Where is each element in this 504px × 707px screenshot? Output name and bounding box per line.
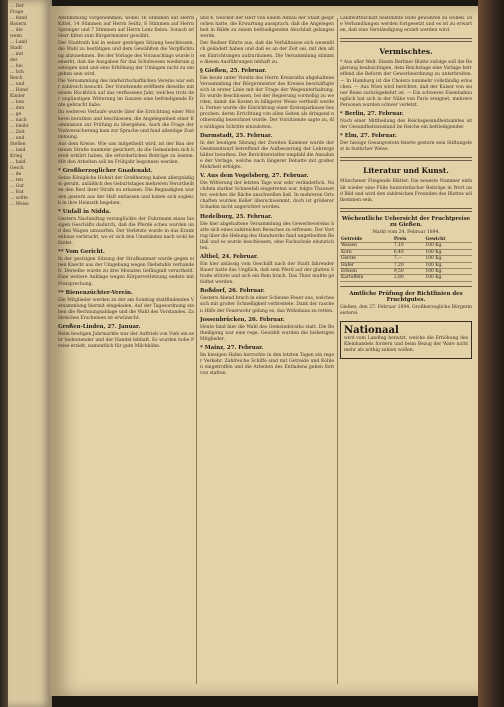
section-title: Altbel, 24. Februar. [200,254,259,260]
section-text: Münchener Fliegende Blätter. Die neueste Nummer enthält wieder eine Fülle humoristischer Beiträge in Wort und Bild und wird den zahlreichen Freunden des Blattes willkommen sein. [340,179,472,203]
table-cell: 7,10 [393,243,425,249]
table-cell: Hafer [340,262,393,268]
section-text: Ein hier anlässig vom Geschäft nach der Stadt fahrender Bauer hatte das Unglück, daß sein Pferd auf der glatten Straße stürzte und sich ein Bein brach. Das Thier mußte getödtet werden. [200,262,334,286]
section-text: Nach einer Mittheilung des Reichsgesundheitsamtes ist der Gesundheitszustand im Reiche ein befriedigender. [340,119,472,131]
section-heading-literatur: Literatur und Kunst. [363,166,449,176]
left-page-fragment: … Rat [10,190,24,195]
left-page-fragment: … de [10,172,22,177]
paragraph: Die Versammlung des landwirtschaftlichen Vereins war sehr zahlreich besucht. Der Vorsitzende eröffnete dieselbe mit einem Rückblick auf das verflossene Jahr, welches trotz der ungünstigen Witterung im Ganzen eine befriedigende Ernte gebracht habe. [58,78,194,109]
section-text: Gestern Abend brach in einer Scheune Feuer aus, welches sich mit großer Schnelligkeit verbreitete. Dank der raschen Hilfe der Feuerwehr gelang es, das Wohnhaus zu retten. [200,296,334,314]
column-2 [200,16,334,686]
advertisement [340,321,472,359]
section-title: ** Vom Gericht. [58,249,105,256]
column-header: Getreide [340,237,393,243]
section-title: § Gießen, 25. Februar. [200,67,267,74]
section-text: Die heute unter Vorsitz des Herrn Kreisraths abgehaltene Versammlung der Bürgermeister des Kreises beschäftigte sich in erster Linie mit der Frage der Wegeunterhaltung. Es wurde beschlossen, bei der Regierung vorstellig zu werden, damit die Kosten in billigerer Weise vertheilt werden. Ferner wurde die Einrichtung einer Kreissparkasse besprochen, deren Errichtung von allen Seiten als dringend nothwendig bezeichnet wurde. Der Vorsitzende sagte zu, die nöthigen Schritte einzuleiten. [200,75,334,130]
left-page-fragment: … land [10,148,26,153]
paragraph: Im weiteren Verlaufe wurde über die Errichtung einer Molkerei berathen und beschlossen, die Angelegenheit einer Kommission zur Prüfung zu übergeben. Auch die Frage der Viehversicherung kam zur Sprache und fand allseitige Zustimmung. [58,110,194,140]
left-page-fragment: … Weise [10,202,29,207]
left-page-fragment: … feind [10,16,28,21]
left-page-text [8,0,52,212]
section-title: * Unfall in Nidda. [58,208,111,215]
section-text: Die Mitglieder werden zu der am Sonntag stattfindenden Versammlung hiermit eingeladen. Auf der Tagesordnung stehen die Rechnungsablage und die Wahl des Vorstandes. Zahlreiches Erscheinen ist erwünscht. [58,297,194,321]
section-text: Gestern Nachmittag verunglückte der Fuhrmann eines hiesigen Geschäfts dadurch, daß die Pferde scheu wurden und den Wagen umwarfen. Der Verletzte wurde in das Krankenhaus verbracht, wo er sich den Umständen nach wohl befindet. [58,216,194,247]
left-page-fragment: … sollte [10,196,28,201]
market-heading: Wöchentliche Uebersicht der Fruchtpreise zu Gießen. [341,215,471,228]
table-cell: 100 Kg. [424,249,472,255]
left-page-fragment: … bleibt [10,124,29,129]
section-text: In der gestrigen Sitzung der Strafkammer wurde gegen einen Knecht aus der Umgebung wegen Diebstahls verhandelt. Derselbe wurde zu drei Monaten Gefängniß verurtheilt. Eine weitere Anklage wegen Körperverletzung endete mit Freisprechung. [58,257,194,287]
left-page-fragment: … Der [10,4,25,9]
left-page-fragment: der [10,58,18,63]
left-page-fragment: Bauern [10,22,27,27]
left-page-fragment: Frage [10,10,24,15]
section-heading-vermischtes: Vermischtes. [379,47,433,57]
table-cell: 2,80 [393,275,425,281]
left-page-fragment: … ten [10,178,23,183]
ad-text: wird vom Landtag benutzt, welche die Erhöhung des Kleinhandels fordern und beim Bezug der Ware nicht mehr als nöthig zahlen wollen. [344,335,468,354]
section-title: * Großherzoglicher Gnadenakt. [58,168,153,175]
column-header: Gewicht [424,237,472,243]
divider [340,286,472,287]
paragraph: und 4. welcher der Herr von einem Anbau der Stadt gesprochen hatte, die Erwartung aussprach, daß die Angelegenheit in Bälde zu einem befriedigenden Abschluß gelangen werde. [200,16,334,40]
table-cell: Weizen [340,243,393,249]
left-page-fragment: … und [10,136,25,141]
left-page-edge [8,0,52,707]
column-rule [196,18,197,684]
divider [340,38,472,42]
book-edge-right [478,0,504,707]
table-cell: Gerste [340,256,393,262]
column-header: Preis [393,237,425,243]
market-price-table [340,237,472,282]
section-title: Großen-Linden, 27. Januar. [58,324,141,331]
table-cell: 100 Kg. [424,243,472,249]
paragraph: Der Stadtrath hat in seiner gestrigen Sitzung beschlossen, die Wahl zu bestätigen und dem Gewählten die Verpflichtung abzunehmen. Bei der Vorlage des Voranschlags wurde bemerkt, daß die Ausgaben für das Schulwesen wiederum gestiegen sind und eine Erhöhung der Umlagen nicht zu umgehen sein wird. [58,41,194,77]
left-page-fragment: … den [10,106,25,111]
left-page-fragment: … die [10,28,23,33]
left-page-fragment: wenn [10,34,23,39]
table-cell: Erbsen [340,268,393,274]
table-cell: 100 Kg. [424,268,472,274]
divider [340,208,472,212]
table-cell: 100 Kg. [424,275,472,281]
column-3 [340,16,472,686]
left-page-fragment: Krieg [10,154,23,159]
table-cell: 100 Kg. [424,256,472,262]
left-page-fragment: … Gut [10,184,24,189]
section-title: Hedelburg, 25. Februar. [200,213,273,220]
section-text: Seine Königliche Hoheit der Großherzog haben allergnädigst geruht, anläßlich des Geburtstages mehreren Verurtheilten den Rest ihrer Strafe zu erlassen. Die Begnadigten wurden gestern aus der Haft entlassen und haben sich sogleich in ihre Heimath begeben. [58,176,194,206]
left-page-fragment: … ben [10,100,25,105]
section-text: * Aus aller Welt. Einem Berliner Blatte zufolge soll die Regierung beabsichtigen, dem Reichstage eine Vorlage betreffend die Reform der Gewerbeordnung zu unterbreiten. — In Hamburg ist die Cholera nunmehr vollständig erloschen. — Aus Wien wird berichtet, daß der Kaiser von seiner Reise zurückgekehrt ist. — Ein schweres Eisenbahnunglück hat sich in der Nähe von Paris ereignet; mehrere Personen wurden schwer verletzt. [340,60,472,108]
table-cell: Kartoffeln [340,275,393,281]
paragraph: Der Redner führte aus, daß die Verhältnisse sich wesentlich geändert haben und daß es an der Zeit sei, mit den alten Einrichtungen aufzuräumen. Die Versammlung stimmte diesen Ausführungen lebhaft zu. [200,41,334,65]
section-text: In der heutigen Sitzung der Zweiten Kammer wurde der Gesetzentwurf betreffend die Aufbesserung der Lehrergehälter berathen. Der Berichterstatter empfahl die Annahme der Vorlage, welche nach längerer Debatte mit großer Mehrheit erfolgte. [200,140,334,170]
left-page-fragment: … Zeit [10,130,25,135]
left-page-fragment: Stadt [10,46,22,51]
column-rule [337,18,338,684]
left-page-fragment: … Hand [10,88,28,93]
left-page-fragment: Kinder [10,94,26,99]
section-title: * Berlin, 27. Februar. [340,111,404,118]
table-cell: 7,20 [393,262,425,268]
section-title: * Elm, 27. Februar. [340,133,397,140]
left-page-fragment: … ge [10,112,22,117]
section-text: Die Witterung der letzten Tage war sehr veränderlich. Nachdem starker Schneefall eingetreten war, folgte Thauwetter, welches die Bäche anschwellen ließ. In mehreren Ortschaften wurden Keller überschwemmt, doch ist größerer Schaden nicht angerichtet worden. [200,181,334,211]
left-page-fragment: … bei [10,64,23,69]
section-title: V. Aus dem Vogelsberg, 27. Februar. [200,173,309,180]
section-title: Jossenbrücken, 26. Februar. [200,316,285,323]
section-text: Der hiesige Gesangverein feierte gestern sein Stiftungsfest in festlicher Weise. [340,141,472,153]
market-subheading: Markt vom 24. Februar 1894. [372,229,440,235]
column-1 [58,16,194,686]
table-cell: 7,— [393,256,425,262]
notice-title: Amtliche Prüfung der Richtlinien des Fruchtgutes. [349,290,463,303]
left-page-fragment: … mit [10,52,24,57]
table-cell: 100 Kg. [424,262,472,268]
left-page-fragment: … Land [10,40,27,45]
section-title: Roßdorf, 26. Februar. [200,288,265,295]
section-text: Im hiesigen Hafen herrschte in den letzten Tagen ein reger Verkehr. Zahlreiche Schiffe sind mit Getreide und Kohlen eingetroffen und die Arbeiten des Entladens gehen flott von statten. [200,352,334,377]
table-row [340,275,472,281]
table-cell: Korn [340,249,393,255]
left-page-fragment: Reich [10,76,23,81]
left-page-fragment: Stellen [10,142,26,147]
ad-title: Nationaal [344,324,399,336]
newspaper-page [50,6,478,696]
section-text: Die hier abgehaltene Versammlung des Gewerbevereins hatte sich eines zahlreichen Besuches zu erfreuen. Der Vortrag über die Hebung des Handwerks fand ungetheilten Beifall und es wurde beschlossen, eine Fachschule einzurichten. [200,221,334,251]
section-title: ** Bienenzüchter-Verein. [58,289,133,296]
paragraph: Aus dem Kreise. Wie uns mitgetheilt wird, ist der Bau der neuen Straße nunmehr gesichert, da die Gemeinden sich bereit erklärt haben, die erforderlichen Beiträge zu leisten. Mit den Arbeiten soll im Frühjahr begonnen werden. [58,141,194,166]
left-page-fragment: … nach [10,118,27,123]
notice-text: Gießen, den 27. Februar 1894. Großherzogliche Bürgermeisterei. [340,304,472,316]
divider [340,157,472,161]
section-text: Beim heutigen Jahrmarkte war der Auftrieb von Vieh ein sehr bedeutender und der Handel lebhaft. Es wurden hohe Preise erzielt, namentlich für gute Milchkühe. [58,332,194,350]
section-title: Darmstadt, 25. Februar. [200,132,273,139]
section-title: * Mainz, 27. Februar. [200,344,264,351]
left-page-fragment: … und [10,82,25,87]
table-cell: 6,40 [393,249,425,255]
left-page-fragment: … lich [10,70,24,75]
left-page-fragment: … bald [10,160,26,165]
section-text: Heute fand hier die Wahl des Gemeinderaths statt. Die Betheiligung war eine rege. Gewählt wurden die bisherigen Mitglieder. [200,324,334,342]
left-page-fragment: Gesch [10,166,24,171]
paragraph: Abstimmung vorgenommen, wobei 16 Stimmen auf Herrn Kittel, 14 Stimmen auf Herrn Seiltz, 8 Stimmen auf Herrn Sprenger und 7 Stimmen auf Herrn Lenz fielen. Sonach ist Herr Kittel zum Bürgermeister gewählt. [58,16,194,40]
table-cell: 9,50 [393,268,425,274]
paragraph: Landwirthschaft bestimmte Hilfe gewähren zu wollen. Die Verhandlungen werden fortgesetzt und es ist zu erwarten, daß eine Verständigung erzielt werden wird. [340,16,472,34]
